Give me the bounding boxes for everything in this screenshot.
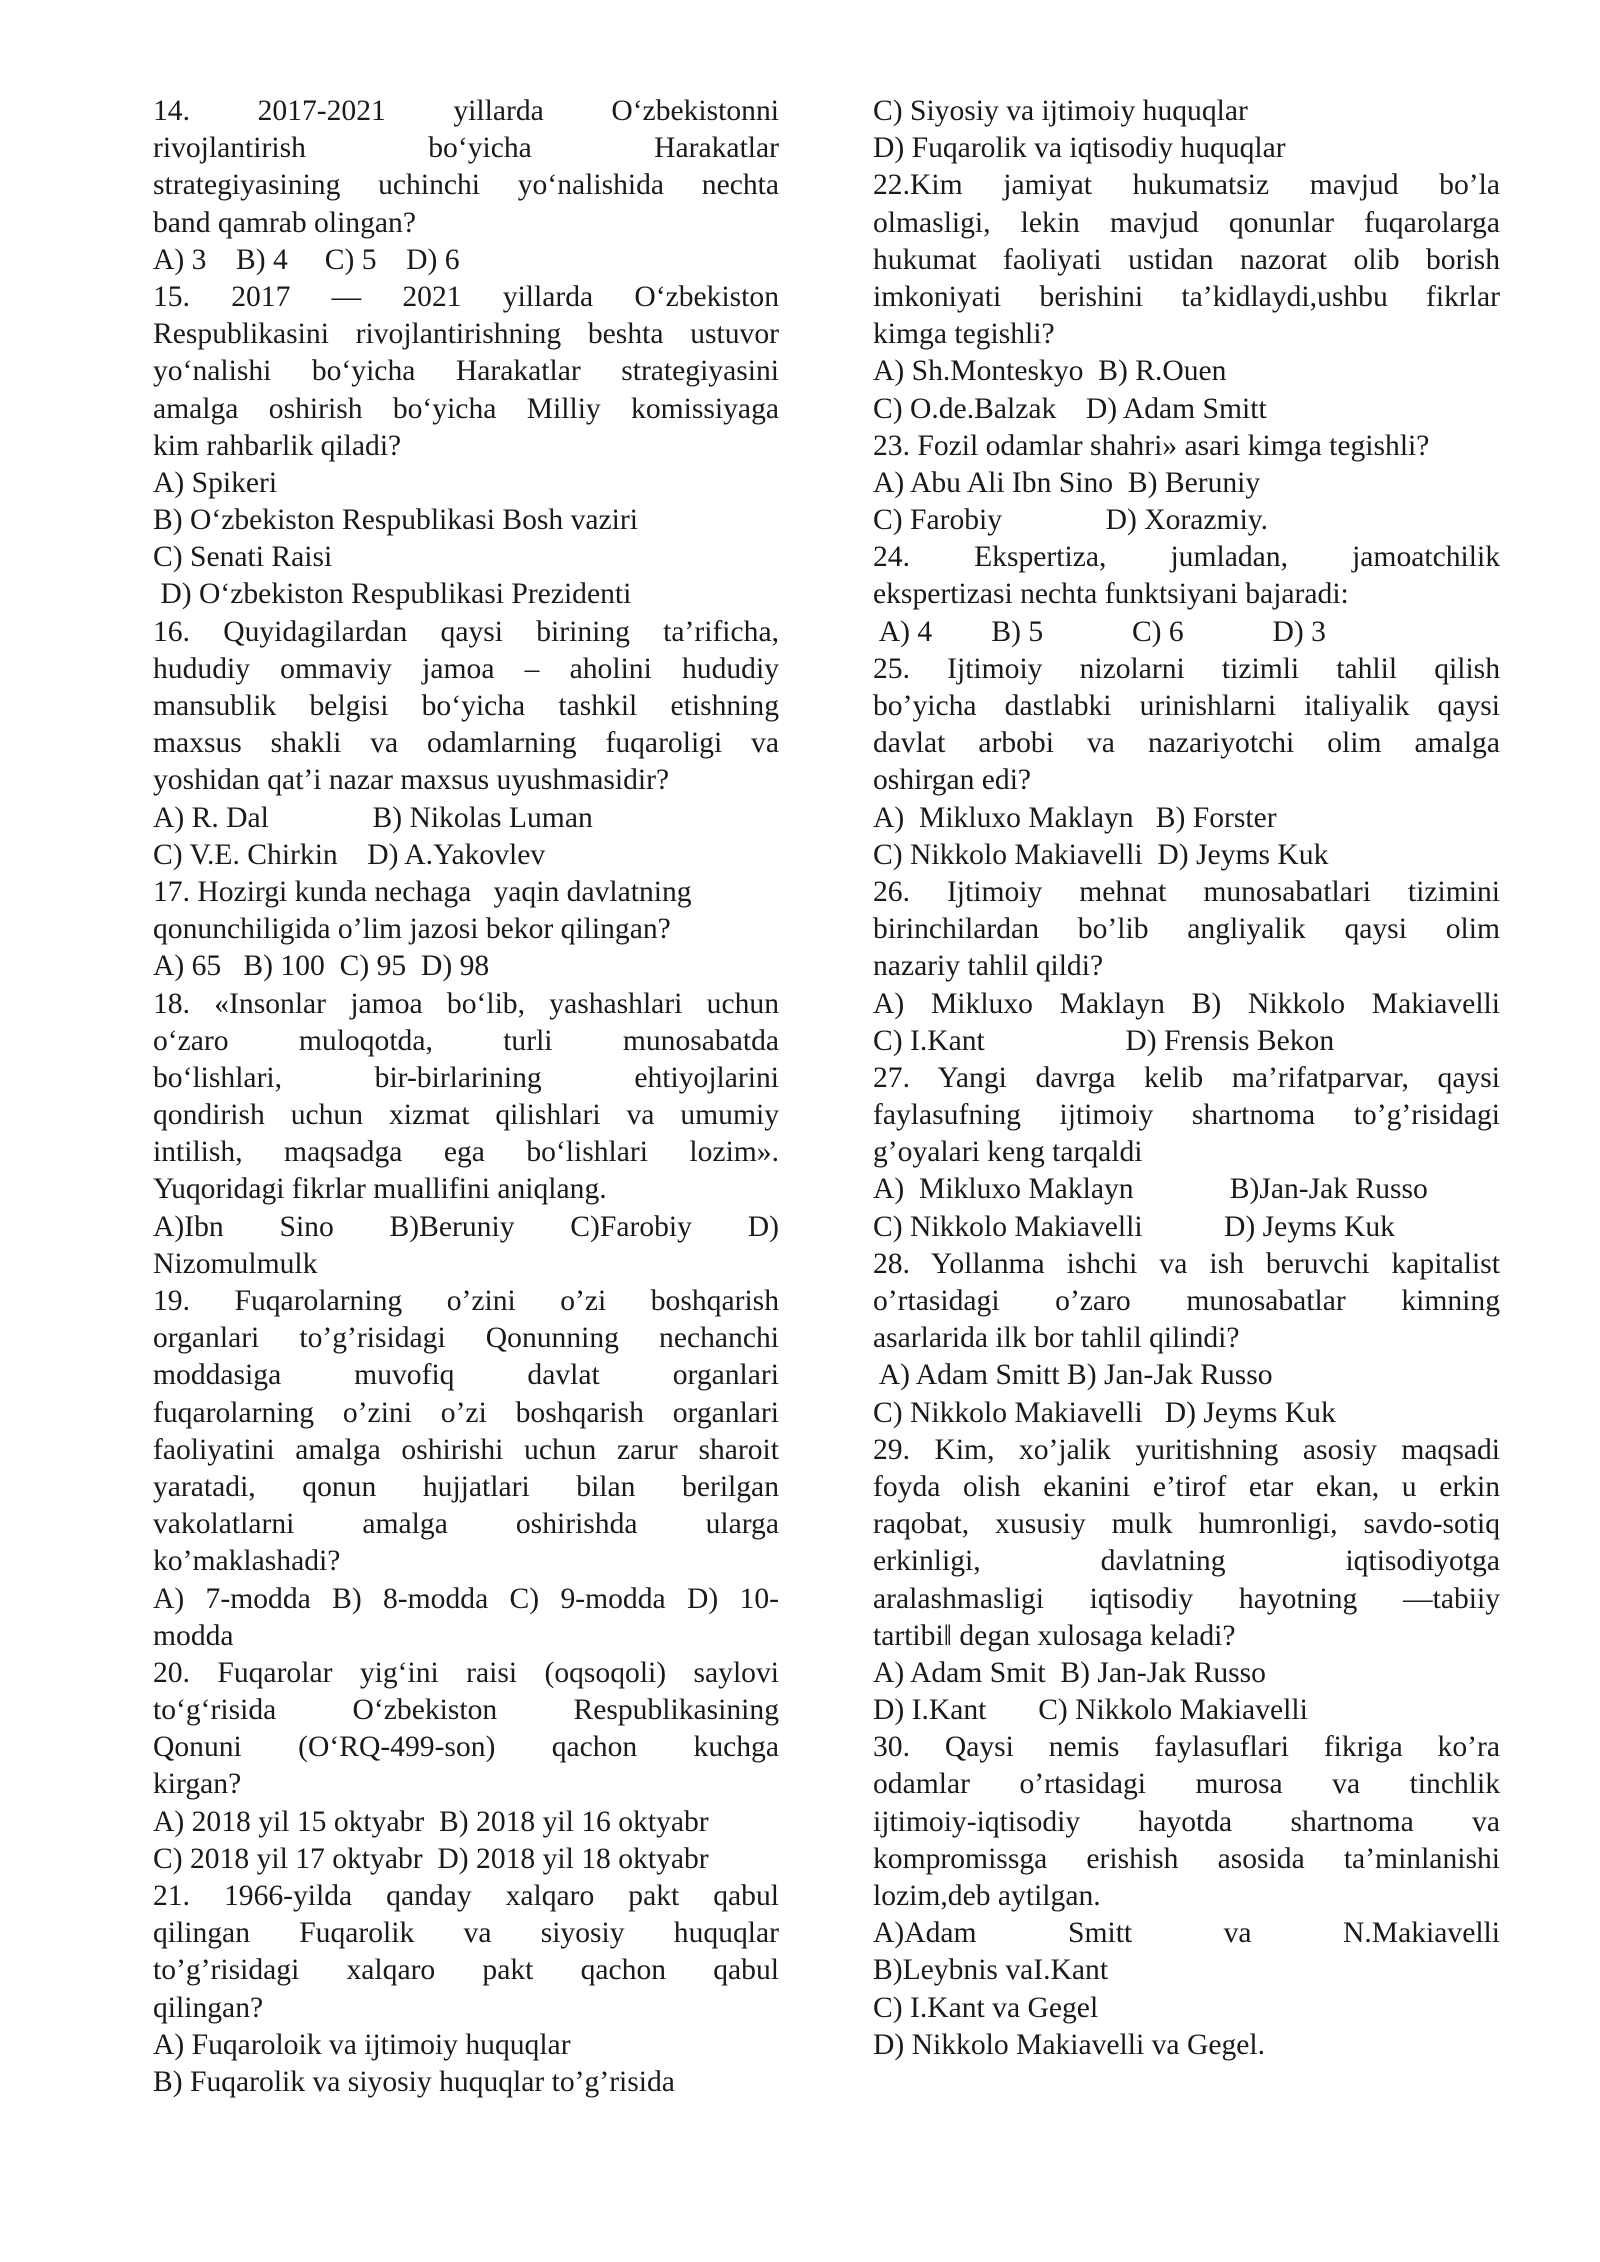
text-line: A) 65 B) 100 C) 95 D) 98 [153, 950, 490, 983]
text-line: A) 2018 yil 15 oktyabr B) 2018 yil 16 oktyabr [153, 1805, 709, 1838]
text-line: hukumat faoliyati ustidan nazorat olib borish [873, 243, 1500, 276]
text-line: maxsus shakli va odamlarning fuqaroligi va [153, 727, 779, 760]
text-line: band qamrab olingan? [153, 206, 416, 239]
text-line: Qonuni (O‘RQ-499-son) qachon kuchga [153, 1731, 779, 1764]
text-line: 29. Kim, xo’jalik yuritishning asosiy maqsadi [873, 1433, 1500, 1466]
text-line: C) I.Kant va Gegel [873, 1991, 1099, 2024]
text-line: A) R. Dal B) Nikolas Luman [153, 801, 593, 834]
text-line: 16. Quyidagilardan qaysi birining ta’rificha, [153, 615, 779, 648]
text-line: 15. 2017 — 2021 yillarda O‘zbekiston [153, 280, 779, 313]
text-line: B) Fuqarolik va siyosiy huquqlar to’g’risida [153, 2065, 675, 2098]
text-line: D) O‘zbekiston Respublikasi Prezidenti [153, 578, 632, 611]
text-line: A) Mikluxo Maklayn B) Nikkolo Makiavelli [873, 987, 1500, 1020]
text-line: ekspertizasi nechta funktsiyani bajaradi: [873, 578, 1349, 611]
text-line: imkoniyati berishini ta’kidlaydi,ushbu fikrlar [873, 280, 1500, 313]
text-line: C) Farobiy D) Xorazmiy. [873, 504, 1269, 537]
text-line: lozim,deb aytilgan. [873, 1880, 1101, 1912]
text-line: A) Spikeri [153, 466, 278, 499]
text-line: to’g’risidagi xalqaro pakt qachon qabul [153, 1954, 779, 1987]
text-line: A)Ibn Sino B)Beruniy C)Farobiy D) [153, 1210, 779, 1243]
text-line: C) Nikkolo Makiavelli D) Jeyms Kuk [873, 1210, 1395, 1243]
text-line: kompromissga erishish asosida ta’minlanishi [873, 1842, 1500, 1875]
text-line: erkinligi, davlatning iqtisodiyotga [873, 1545, 1500, 1578]
text-line: bo‘lishlari, bir-birlarining ehtiyojlarini [153, 1061, 779, 1094]
text-line: Nizomulmulk [153, 1247, 318, 1280]
text-line: C) Senati Raisi [153, 541, 333, 574]
text-line: odamlar o’rtasidagi murosa va tinchlik [873, 1768, 1500, 1801]
text-line: kimga tegishli? [873, 318, 1055, 351]
text-line: kirgan? [153, 1768, 242, 1801]
text-line: Yuqoridagi fikrlar muallifini aniqlang. [153, 1173, 607, 1206]
text-line: A) Sh.Monteskyo B) R.Ouen [873, 355, 1227, 388]
text-line: 25. Ijtimoiy nizolarni tizimli tahlil qilish [873, 652, 1500, 685]
text-line: faylasufning ijtimoiy shartnoma to’g’risidagi [873, 1099, 1500, 1132]
left-text-column [153, 93, 779, 2101]
text-line: 23. Fozil odamlar shahri» asari kimga tegishli? [873, 429, 1430, 462]
text-line: 22.Kim jamiyat hukumatsiz mavjud bo’la [873, 169, 1500, 202]
text-line: davlat arbobi va nazariyotchi olim amalga [873, 727, 1500, 760]
text-line: moddasiga muvofiq davlat organlari [153, 1359, 779, 1392]
text-line: qilingan Fuqarolik va siyosiy huquqlar [153, 1917, 779, 1950]
text-line: B) O‘zbekiston Respublikasi Bosh vaziri [153, 504, 638, 537]
text-line: A) 4 B) 5 C) 6 D) 3 [873, 615, 1326, 648]
text-line: tartibi‖ degan xulosaga keladi? [873, 1619, 1236, 1652]
text-line: birinchilardan bo’lib angliyalik qaysi olim [873, 913, 1500, 946]
text-line: 27. Yangi davrga kelib ma’rifatparvar, qaysi [873, 1061, 1500, 1094]
text-line: A) 7-modda B) 8-modda C) 9-modda D) 10- [153, 1582, 779, 1615]
text-line: o‘zaro muloqotda, turli munosabatda [153, 1024, 779, 1057]
text-line: 20. Fuqarolar yig‘ini raisi (oqsoqoli) saylovi [153, 1656, 779, 1689]
right-text-column [873, 93, 1500, 2064]
text-line: C) I.Kant D) Frensis Bekon [873, 1024, 1335, 1057]
text-line: 18. «Insonlar jamoa bo‘lib, yashashlari uchun [153, 987, 779, 1020]
text-line: o’rtasidagi o’zaro munosabatlar kimning [873, 1285, 1500, 1317]
text-line: olmasligi, lekin mavjud qonunlar fuqarolarga [873, 206, 1500, 239]
text-line: faoliyatini amalga oshirishi uchun zarur sharoit [153, 1433, 779, 1466]
text-line: g’oyalari keng tarqaldi [873, 1136, 1143, 1169]
text-line: A) Mikluxo Maklayn B)Jan-Jak Russo [873, 1173, 1428, 1206]
text-line: mansublik belgisi bo‘yicha tashkil etishning [153, 690, 779, 722]
text-line: modda [153, 1619, 234, 1652]
text-line: C) V.E. Chirkin D) A.Yakovlev [153, 838, 546, 871]
text-line: bo’yicha dastlabki urinishlarni italiyalik qaysi [873, 690, 1500, 722]
text-line: to‘g‘risida O‘zbekiston Respublikasining [153, 1694, 779, 1727]
text-line: hududiy ommaviy jamoa – aholini hududiy [153, 652, 779, 685]
text-line: qondirish uchun xizmat qilishlari va umumiy [153, 1099, 779, 1132]
text-line: A)Adam Smitt va N.Makiavelli [873, 1917, 1500, 1950]
text-line: C) O.de.Balzak D) Adam Smitt [873, 392, 1267, 425]
text-line: foyda olish ekanini e’tirof etar ekan, u erkin [873, 1470, 1500, 1503]
text-line: 30. Qaysi nemis faylasuflari fikriga ko’ra [873, 1731, 1500, 1764]
text-line: 24. Ekspertiza, jumladan, jamoatchilik [873, 541, 1500, 574]
text-line: B)Leybnis vaI.Kant [873, 1954, 1109, 1987]
text-line: A) 3 B) 4 C) 5 D) 6 [153, 243, 460, 276]
text-line: asarlarida ilk bor tahlil qilindi? [873, 1322, 1240, 1355]
text-line: D) I.Kant C) Nikkolo Makiavelli [873, 1694, 1308, 1727]
text-line: aralashmasligi iqtisodiy hayotning —tabiiy [873, 1582, 1500, 1615]
text-line: intilish, maqsadga ega bo‘lishlari lozim». [153, 1136, 779, 1169]
text-line: rivojlantirish bo‘yicha Harakatlar [153, 132, 779, 165]
text-line: A) Fuqaroloik va ijtimoiy huquqlar [153, 2028, 571, 2061]
text-line: A) Mikluxo Maklayn B) Forster [873, 801, 1277, 834]
text-line: 21. 1966-yilda qanday xalqaro pakt qabul [153, 1880, 779, 1912]
text-line: C) Nikkolo Makiavelli D) Jeyms Kuk [873, 838, 1329, 871]
text-line: yoshidan qat’i nazar maxsus uyushmasidir? [153, 764, 670, 797]
text-line: amalga oshirish bo‘yicha Milliy komissiyaga [153, 392, 779, 425]
text-line: 19. Fuqarolarning o’zini o’zi boshqarish [153, 1285, 779, 1317]
text-line: fuqarolarning o’zini o’zi boshqarish organlari [153, 1396, 779, 1429]
text-line: yaratadi, qonun hujjatlari bilan berilgan [153, 1470, 779, 1503]
text-line: strategiyasining uchinchi yo‘nalishida nechta [153, 169, 779, 202]
text-line: 28. Yollanma ishchi va ish beruvchi kapitalist [873, 1247, 1500, 1280]
text-line: 17. Hozirgi kunda nechaga yaqin davlatning [153, 875, 692, 908]
text-line: C) Siyosiy va ijtimoiy huquqlar [873, 95, 1248, 127]
text-line: ijtimoiy-iqtisodiy hayotda shartnoma va [873, 1805, 1500, 1838]
text-line: kim rahbarlik qiladi? [153, 429, 402, 462]
text-line: C) Nikkolo Makiavelli D) Jeyms Kuk [873, 1396, 1336, 1429]
text-line: organlari to’g’risidagi Qonunning nechanchi [153, 1322, 779, 1355]
text-line: 14. 2017-2021 yillarda O‘zbekistonni [153, 95, 779, 127]
text-line: A) Abu Ali Ibn Sino B) Beruniy [873, 466, 1261, 499]
text-line: A) Adam Smitt B) Jan-Jak Russo [873, 1359, 1273, 1392]
text-line: ko’maklashadi? [153, 1545, 341, 1578]
text-line: raqobat, xususiy mulk humronligi, savdo-sotiq [873, 1508, 1500, 1541]
text-line: qonunchiligida o’lim jazosi bekor qilingan? [153, 913, 671, 946]
text-line: 26. Ijtimoiy mehnat munosabatlari tizimini [873, 875, 1500, 908]
text-line: Respublikasini rivojlantirishning beshta ustuvor [153, 318, 779, 351]
text-line: C) 2018 yil 17 oktyabr D) 2018 yil 18 oktyabr [153, 1842, 709, 1875]
text-line: nazariy tahlil qildi? [873, 950, 1104, 983]
text-line: yo‘nalishi bo‘yicha Harakatlar strategiyasini [153, 355, 779, 388]
text-line: D) Fuqarolik va iqtisodiy huquqlar [873, 132, 1286, 165]
text-line: vakolatlarni amalga oshirishda ularga [153, 1508, 779, 1541]
text-line: A) Adam Smit B) Jan-Jak Russo [873, 1656, 1266, 1689]
text-line: qilingan? [153, 1991, 264, 2024]
text-line: D) Nikkolo Makiavelli va Gegel. [873, 2028, 1266, 2061]
text-line: oshirgan edi? [873, 764, 1032, 797]
